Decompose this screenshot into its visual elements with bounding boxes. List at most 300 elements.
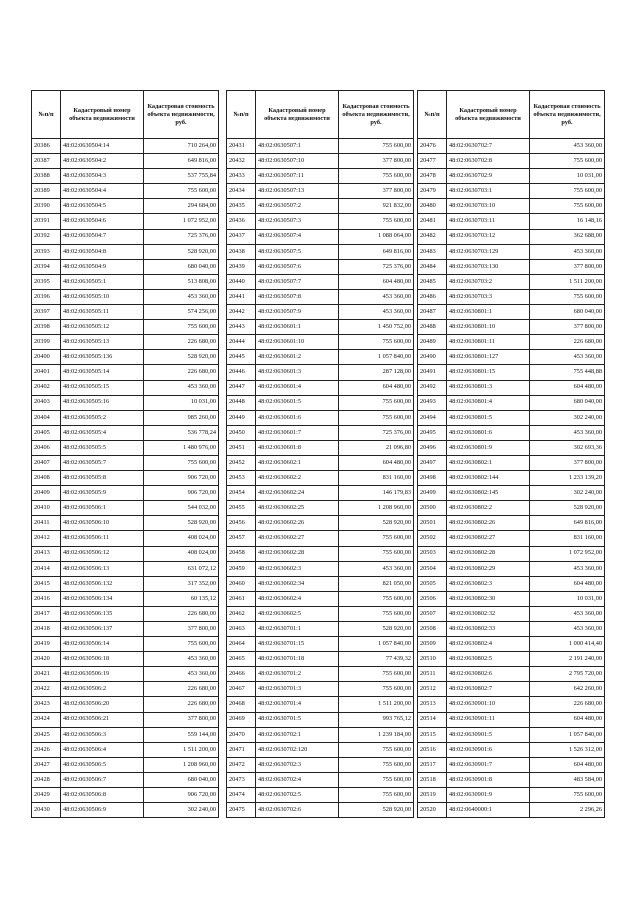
row-number: 20390 xyxy=(32,199,61,214)
cadastral-number: 48:02:0630507:8 xyxy=(256,289,339,304)
cadastral-value: 453 360,00 xyxy=(530,139,605,154)
row-number: 20467 xyxy=(227,682,256,697)
row-number: 20511 xyxy=(418,667,447,682)
cadastral-number: 48:02:0630801:9 xyxy=(447,440,530,455)
cadastral-value: 226 680,00 xyxy=(530,335,605,350)
row-number: 20403 xyxy=(32,395,61,410)
table-row xyxy=(418,486,605,501)
cadastral-value: 377 800,00 xyxy=(530,455,605,470)
cadastral-value: 985 260,00 xyxy=(144,410,219,425)
table-row xyxy=(32,154,219,169)
table-row xyxy=(227,154,414,169)
row-number: 20471 xyxy=(227,742,256,757)
cadastral-value: 755 600,00 xyxy=(339,395,414,410)
row-number: 20417 xyxy=(32,606,61,621)
table-row xyxy=(227,335,414,350)
table-row xyxy=(227,410,414,425)
cadastral-value: 528 920,00 xyxy=(339,803,414,818)
cadastral-value: 453 360,00 xyxy=(144,652,219,667)
table-row xyxy=(418,244,605,259)
cadastral-number: 48:02:0630801:1 xyxy=(447,305,530,320)
table-row xyxy=(227,395,414,410)
row-number: 20495 xyxy=(418,425,447,440)
row-number: 20487 xyxy=(418,305,447,320)
cadastral-number: 48:02:0630507:4 xyxy=(256,229,339,244)
table-row xyxy=(32,652,219,667)
row-number: 20514 xyxy=(418,712,447,727)
cadastral-number: 48:02:0630506:1 xyxy=(61,501,144,516)
row-number: 20480 xyxy=(418,199,447,214)
cadastral-number: 48:02:0630507:2 xyxy=(256,199,339,214)
row-number: 20461 xyxy=(227,591,256,606)
row-number: 20435 xyxy=(227,199,256,214)
row-number: 20434 xyxy=(227,184,256,199)
cadastral-value: 528 920,00 xyxy=(339,516,414,531)
cadastral-value: 649 816,00 xyxy=(530,516,605,531)
row-number: 20387 xyxy=(32,154,61,169)
row-number: 20483 xyxy=(418,244,447,259)
cadastral-number: 48:02:0630506:5 xyxy=(61,757,144,772)
row-number: 20472 xyxy=(227,757,256,772)
cadastral-value: 755 600,00 xyxy=(339,682,414,697)
table-row xyxy=(32,546,219,561)
cadastral-number: 48:02:0630601:4 xyxy=(256,380,339,395)
cadastral-number: 48:02:0630702:9 xyxy=(447,169,530,184)
table-row xyxy=(418,455,605,470)
table-row xyxy=(418,501,605,516)
row-number: 20409 xyxy=(32,486,61,501)
table-row xyxy=(227,757,414,772)
cadastral-value: 821 050,00 xyxy=(339,576,414,591)
row-number: 20448 xyxy=(227,395,256,410)
cadastral-value: 1 088 064,00 xyxy=(339,229,414,244)
row-number: 20416 xyxy=(32,591,61,606)
cadastral-value: 1 208 960,00 xyxy=(339,501,414,516)
cadastral-number: 48:02:0630601:6 xyxy=(256,410,339,425)
row-number: 20470 xyxy=(227,727,256,742)
cadastral-number: 48:02:0630507:11 xyxy=(256,169,339,184)
table-row xyxy=(418,199,605,214)
cadastral-value: 513 808,00 xyxy=(144,274,219,289)
cadastral-number: 48:02:0630506:4 xyxy=(61,742,144,757)
cadastral-value: 1 526 312,00 xyxy=(530,742,605,757)
table-row xyxy=(418,139,605,154)
cadastral-number: 48:02:0630504:14 xyxy=(61,139,144,154)
table-row xyxy=(32,169,219,184)
table-row xyxy=(32,591,219,606)
cadastral-value: 77 439,32 xyxy=(339,652,414,667)
cadastral-value: 10 031,00 xyxy=(144,395,219,410)
cadastral-number: 48:02:0630703:3 xyxy=(447,289,530,304)
row-number: 20449 xyxy=(227,410,256,425)
cadastral-value: 755 600,00 xyxy=(530,199,605,214)
table-row xyxy=(32,244,219,259)
register-table-2 xyxy=(226,90,414,818)
table-row xyxy=(32,440,219,455)
cadastral-number: 48:02:0630701:2 xyxy=(256,667,339,682)
row-number: 20445 xyxy=(227,350,256,365)
cadastral-value: 302 240,00 xyxy=(530,486,605,501)
table-row xyxy=(227,788,414,803)
cadastral-number: 48:02:0630504:9 xyxy=(61,259,144,274)
cadastral-number: 48:02:0630801:10 xyxy=(447,320,530,335)
table-row xyxy=(32,350,219,365)
cadastral-number: 48:02:0630703:10 xyxy=(447,199,530,214)
cadastral-number: 48:02:0630702:5 xyxy=(256,788,339,803)
cadastral-number: 48:02:0630802:5 xyxy=(447,652,530,667)
cadastral-number: 48:02:0630801:5 xyxy=(447,410,530,425)
table-row xyxy=(227,380,414,395)
row-number: 20484 xyxy=(418,259,447,274)
cadastral-number: 48:02:0630504:4 xyxy=(61,184,144,199)
cadastral-number: 48:02:0630506:19 xyxy=(61,667,144,682)
row-number: 20389 xyxy=(32,184,61,199)
row-number: 20423 xyxy=(32,697,61,712)
row-number: 20408 xyxy=(32,471,61,486)
row-number: 20469 xyxy=(227,712,256,727)
table-row xyxy=(32,561,219,576)
cadastral-value: 2 191 240,00 xyxy=(530,652,605,667)
cadastral-value: 604 480,00 xyxy=(339,380,414,395)
cadastral-number: 48:02:0630601:10 xyxy=(256,335,339,350)
cadastral-number: 48:02:0630505:10 xyxy=(61,289,144,304)
cadastral-number: 48:02:0630601:2 xyxy=(256,350,339,365)
row-number: 20421 xyxy=(32,667,61,682)
cadastral-number: 48:02:0630601:8 xyxy=(256,440,339,455)
table-row xyxy=(32,214,219,229)
row-number: 20407 xyxy=(32,455,61,470)
cadastral-number: 48:02:0630802:144 xyxy=(447,471,530,486)
table-row xyxy=(418,697,605,712)
cadastral-value: 377 800,00 xyxy=(144,712,219,727)
table-row xyxy=(418,305,605,320)
row-number: 20458 xyxy=(227,546,256,561)
cadastral-number: 48:02:0630802:28 xyxy=(447,546,530,561)
row-number: 20513 xyxy=(418,697,447,712)
row-number: 20440 xyxy=(227,274,256,289)
table-row xyxy=(227,772,414,787)
cadastral-value: 408 024,00 xyxy=(144,546,219,561)
cadastral-number: 48:02:0630901:10 xyxy=(447,697,530,712)
row-number: 20393 xyxy=(32,244,61,259)
cadastral-number: 48:02:0630505:7 xyxy=(61,455,144,470)
cadastral-value: 1 233 139,20 xyxy=(530,471,605,486)
table-row xyxy=(32,365,219,380)
cadastral-value: 755 600,00 xyxy=(339,335,414,350)
table-row xyxy=(418,667,605,682)
cadastral-value: 302 240,00 xyxy=(144,803,219,818)
cadastral-number: 48:02:0630701:4 xyxy=(256,697,339,712)
table-row xyxy=(418,229,605,244)
table-row xyxy=(227,501,414,516)
row-number: 20455 xyxy=(227,501,256,516)
cadastral-value: 287 128,00 xyxy=(339,365,414,380)
cadastral-value: 755 448,88 xyxy=(530,365,605,380)
cadastral-value: 755 600,00 xyxy=(144,455,219,470)
cadastral-value: 302 693,36 xyxy=(530,440,605,455)
table-row xyxy=(418,169,605,184)
cadastral-value: 226 680,00 xyxy=(144,365,219,380)
cadastral-value: 1 239 184,00 xyxy=(339,727,414,742)
cadastral-number: 48:02:0630507:5 xyxy=(256,244,339,259)
row-number: 20429 xyxy=(32,788,61,803)
table-row xyxy=(418,606,605,621)
cadastral-number: 48:02:0630506:21 xyxy=(61,712,144,727)
cadastral-value: 649 816,00 xyxy=(144,154,219,169)
table-row xyxy=(227,531,414,546)
cadastral-number: 48:02:0630702:8 xyxy=(447,154,530,169)
cadastral-number: 48:02:0630601:5 xyxy=(256,395,339,410)
row-number: 20388 xyxy=(32,169,61,184)
cadastral-value: 226 680,00 xyxy=(144,682,219,697)
cadastral-value: 528 920,00 xyxy=(339,622,414,637)
cadastral-value: 377 800,00 xyxy=(530,259,605,274)
row-number: 20517 xyxy=(418,757,447,772)
cadastral-value: 1 511 200,00 xyxy=(530,274,605,289)
cadastral-number: 48:02:0630802:26 xyxy=(447,516,530,531)
cadastral-value: 631 072,12 xyxy=(144,561,219,576)
row-number: 20432 xyxy=(227,154,256,169)
cadastral-value: 1 450 752,00 xyxy=(339,320,414,335)
cadastral-value: 226 680,00 xyxy=(144,697,219,712)
table-row xyxy=(418,788,605,803)
table-row xyxy=(418,274,605,289)
cadastral-value: 604 480,00 xyxy=(339,274,414,289)
table-row xyxy=(32,516,219,531)
register-table-3 xyxy=(417,90,605,818)
table-row xyxy=(227,546,414,561)
cadastral-number: 48:02:0630506:11 xyxy=(61,531,144,546)
cadastral-value: 528 920,00 xyxy=(530,501,605,516)
cadastral-value: 993 765,12 xyxy=(339,712,414,727)
row-number: 20454 xyxy=(227,486,256,501)
table-row xyxy=(32,320,219,335)
cadastral-value: 755 600,00 xyxy=(339,591,414,606)
row-number: 20499 xyxy=(418,486,447,501)
cadastral-number: 48:02:0630801:6 xyxy=(447,425,530,440)
table-body xyxy=(418,139,605,818)
table-row xyxy=(227,561,414,576)
table-row xyxy=(227,652,414,667)
row-number: 20396 xyxy=(32,289,61,304)
table-row xyxy=(227,606,414,621)
header-num: №п/п xyxy=(418,91,447,139)
row-number: 20401 xyxy=(32,365,61,380)
table-row xyxy=(418,682,605,697)
cadastral-value: 1 057 840,00 xyxy=(339,350,414,365)
table-row xyxy=(32,486,219,501)
cadastral-value: 377 800,00 xyxy=(339,184,414,199)
table-row xyxy=(32,788,219,803)
cadastral-value: 453 360,00 xyxy=(530,350,605,365)
row-number: 20437 xyxy=(227,229,256,244)
table-row xyxy=(32,395,219,410)
table-row xyxy=(418,335,605,350)
row-number: 20500 xyxy=(418,501,447,516)
row-number: 20394 xyxy=(32,259,61,274)
table-row xyxy=(227,365,414,380)
row-number: 20442 xyxy=(227,305,256,320)
row-number: 20510 xyxy=(418,652,447,667)
register-table-1 xyxy=(31,90,219,818)
row-number: 20405 xyxy=(32,425,61,440)
cadastral-value: 680 040,00 xyxy=(530,305,605,320)
cadastral-value: 559 144,00 xyxy=(144,727,219,742)
cadastral-number: 48:02:0630506:7 xyxy=(61,772,144,787)
cadastral-value: 10 031,00 xyxy=(530,169,605,184)
cadastral-value: 528 920,00 xyxy=(144,350,219,365)
cadastral-number: 48:02:0630505:136 xyxy=(61,350,144,365)
cadastral-number: 48:02:0630801:127 xyxy=(447,350,530,365)
cadastral-value: 453 360,00 xyxy=(530,622,605,637)
table-row xyxy=(227,803,414,818)
cadastral-value: 362 688,00 xyxy=(530,229,605,244)
row-number: 20426 xyxy=(32,742,61,757)
cadastral-number: 48:02:0630504:3 xyxy=(61,169,144,184)
table-row xyxy=(227,289,414,304)
table-row xyxy=(227,667,414,682)
table-row xyxy=(418,289,605,304)
row-number: 20447 xyxy=(227,380,256,395)
cadastral-number: 48:02:0630802:33 xyxy=(447,622,530,637)
cadastral-number: 48:02:0630506:3 xyxy=(61,727,144,742)
cadastral-value: 226 680,00 xyxy=(144,335,219,350)
cadastral-number: 48:02:0630506:18 xyxy=(61,652,144,667)
cadastral-number: 48:02:0630901:11 xyxy=(447,712,530,727)
cadastral-number: 48:02:0630701:18 xyxy=(256,652,339,667)
row-number: 20496 xyxy=(418,440,447,455)
row-number: 20391 xyxy=(32,214,61,229)
header-cadastral-value: Кадастровая стоимость объекта недвижимости, руб. xyxy=(339,91,414,139)
cadastral-number: 48:02:0630802:1 xyxy=(447,455,530,470)
row-number: 20452 xyxy=(227,455,256,470)
table-row xyxy=(32,184,219,199)
row-number: 20489 xyxy=(418,335,447,350)
table-row xyxy=(227,214,414,229)
row-number: 20418 xyxy=(32,622,61,637)
cadastral-number: 48:02:0630507:1 xyxy=(256,139,339,154)
cadastral-number: 48:02:0630602:5 xyxy=(256,606,339,621)
table-row xyxy=(418,637,605,652)
cadastral-value: 1 511 200,00 xyxy=(339,697,414,712)
cadastral-value: 755 600,00 xyxy=(339,410,414,425)
table-row xyxy=(227,305,414,320)
cadastral-value: 755 600,00 xyxy=(339,757,414,772)
row-number: 20491 xyxy=(418,365,447,380)
cadastral-value: 725 376,00 xyxy=(144,229,219,244)
cadastral-number: 48:02:0630506:2 xyxy=(61,682,144,697)
row-number: 20419 xyxy=(32,637,61,652)
cadastral-number: 48:02:0630506:13 xyxy=(61,561,144,576)
row-number: 20410 xyxy=(32,501,61,516)
table-row xyxy=(418,576,605,591)
cadastral-value: 604 480,00 xyxy=(339,455,414,470)
table-row xyxy=(227,169,414,184)
cadastral-number: 48:02:0630506:132 xyxy=(61,576,144,591)
cadastral-value: 226 680,00 xyxy=(144,606,219,621)
table-row xyxy=(32,606,219,621)
cadastral-number: 48:02:0630505:4 xyxy=(61,425,144,440)
row-number: 20415 xyxy=(32,576,61,591)
cadastral-value: 755 600,00 xyxy=(530,289,605,304)
cadastral-value: 649 816,00 xyxy=(339,244,414,259)
table-row xyxy=(32,199,219,214)
cadastral-number: 48:02:0630507:6 xyxy=(256,259,339,274)
cadastral-number: 48:02:0630801:4 xyxy=(447,395,530,410)
row-number: 20436 xyxy=(227,214,256,229)
table-row xyxy=(418,561,605,576)
cadastral-number: 48:02:0630507:3 xyxy=(256,214,339,229)
row-number: 20433 xyxy=(227,169,256,184)
table-row xyxy=(418,772,605,787)
table-row xyxy=(32,772,219,787)
cadastral-value: 755 600,00 xyxy=(339,667,414,682)
cadastral-value: 725 376,00 xyxy=(339,259,414,274)
cadastral-number: 48:02:0630601:1 xyxy=(256,320,339,335)
table-row xyxy=(32,622,219,637)
row-number: 20446 xyxy=(227,365,256,380)
cadastral-number: 48:02:0630506:20 xyxy=(61,697,144,712)
cadastral-value: 408 024,00 xyxy=(144,531,219,546)
cadastral-value: 1 072 952,00 xyxy=(530,546,605,561)
row-number: 20509 xyxy=(418,637,447,652)
cadastral-value: 483 584,00 xyxy=(530,772,605,787)
row-number: 20516 xyxy=(418,742,447,757)
table-row xyxy=(418,440,605,455)
cadastral-number: 48:02:0630901:9 xyxy=(447,788,530,803)
header-cadastral-number: Кадастровый номер объекта недвижимости xyxy=(61,91,144,139)
table-row xyxy=(227,425,414,440)
cadastral-value: 710 264,00 xyxy=(144,139,219,154)
row-number: 20505 xyxy=(418,576,447,591)
row-number: 20463 xyxy=(227,622,256,637)
header-num: №п/п xyxy=(227,91,256,139)
cadastral-number: 48:02:0630602:2 xyxy=(256,471,339,486)
row-number: 20490 xyxy=(418,350,447,365)
table-row xyxy=(32,305,219,320)
row-number: 20453 xyxy=(227,471,256,486)
row-number: 20482 xyxy=(418,229,447,244)
row-number: 20422 xyxy=(32,682,61,697)
cadastral-value: 604 480,00 xyxy=(530,712,605,727)
cadastral-number: 48:02:0630602:1 xyxy=(256,455,339,470)
cadastral-value: 10 031,00 xyxy=(530,591,605,606)
row-number: 20460 xyxy=(227,576,256,591)
cadastral-value: 755 600,00 xyxy=(339,546,414,561)
cadastral-value: 453 360,00 xyxy=(339,305,414,320)
cadastral-value: 537 755,84 xyxy=(144,169,219,184)
table-row xyxy=(32,712,219,727)
cadastral-value: 755 600,00 xyxy=(530,788,605,803)
row-number: 20501 xyxy=(418,516,447,531)
cadastral-number: 48:02:0630602:25 xyxy=(256,501,339,516)
table-row xyxy=(227,637,414,652)
row-number: 20479 xyxy=(418,184,447,199)
cadastral-value: 906 720,00 xyxy=(144,788,219,803)
row-number: 20425 xyxy=(32,727,61,742)
cadastral-value: 453 360,00 xyxy=(530,425,605,440)
table-row xyxy=(32,425,219,440)
cadastral-number: 48:02:0630506:10 xyxy=(61,516,144,531)
table-row xyxy=(32,380,219,395)
header-cadastral-number: Кадастровый номер объекта недвижимости xyxy=(256,91,339,139)
cadastral-value: 528 920,00 xyxy=(144,244,219,259)
cadastral-value: 755 600,00 xyxy=(530,184,605,199)
cadastral-number: 48:02:0630701:5 xyxy=(256,712,339,727)
cadastral-number: 48:02:0630506:14 xyxy=(61,637,144,652)
row-number: 20441 xyxy=(227,289,256,304)
row-number: 20428 xyxy=(32,772,61,787)
